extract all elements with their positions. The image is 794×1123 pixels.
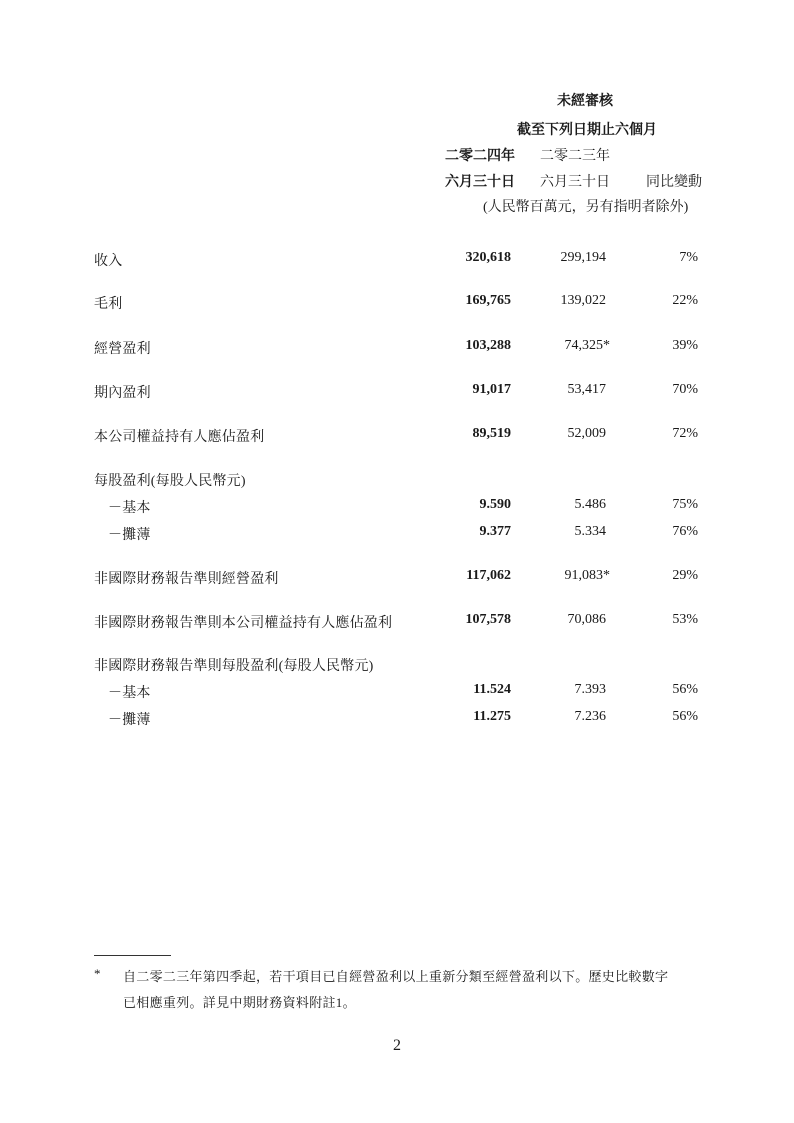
value-2024: 103,288 (465, 338, 511, 353)
value-change: 72% (672, 426, 698, 441)
row-label: 經營盈利 (94, 342, 151, 357)
footnote-line-1: 自二零二三年第四季起，若干項目已自經營盈利以上重新分類至經營盈利以下。歷史比較數字 (123, 969, 669, 984)
value-2024: 11.524 (473, 682, 511, 697)
value-2024: 107,578 (465, 612, 511, 627)
value-2024: 9.377 (479, 524, 511, 539)
value-change: 70% (672, 382, 698, 397)
unit-note: (人民幣百萬元，另有指明者除外) (483, 200, 689, 215)
value-change: 39% (672, 338, 698, 353)
row-label: 本公司權益持有人應佔盈利 (94, 430, 265, 445)
row-label: －基本 (108, 501, 151, 516)
value-2024: 320,618 (465, 250, 511, 265)
row-label: －基本 (108, 686, 151, 701)
value-change: 22% (672, 293, 698, 308)
value-2024: 91,017 (472, 382, 511, 397)
value-change: 75% (672, 497, 698, 512)
footnote-line-2: 已相應重列。詳見中期財務資料附註1。 (123, 995, 356, 1010)
row-label: 毛利 (94, 297, 123, 312)
value-2023: 53,417 (567, 382, 606, 397)
col-2023-year: 二零二三年 (540, 149, 610, 164)
value-2023: 7.393 (574, 682, 606, 697)
value-2024: 89,519 (472, 426, 511, 441)
col-2024-year: 二零二四年 (445, 149, 515, 164)
value-2023: 91,083* (564, 568, 610, 583)
value-2023: 7.236 (574, 709, 606, 724)
value-change: 76% (672, 524, 698, 539)
col-2024-date: 六月三十日 (445, 175, 515, 190)
page-number: 2 (393, 1037, 401, 1054)
value-2024: 117,062 (466, 568, 511, 583)
value-2023: 5.486 (574, 497, 606, 512)
value-change: 56% (672, 709, 698, 724)
value-2023: 5.334 (574, 524, 606, 539)
value-2024: 11.275 (473, 709, 511, 724)
row-label: 期內盈利 (94, 386, 151, 401)
value-2023: 70,086 (567, 612, 606, 627)
row-label: －攤薄 (108, 528, 151, 543)
value-2023: 74,325* (564, 338, 610, 353)
col-change: 同比變動 (646, 175, 702, 190)
row-label: 非國際財務報告準則本公司權益持有人應佔盈利 (94, 616, 393, 631)
value-change: 29% (672, 568, 698, 583)
value-change: 56% (672, 682, 698, 697)
row-label: 非國際財務報告準則每股盈利(每股人民幣元) (94, 659, 374, 674)
value-2024: 169,765 (465, 293, 511, 308)
row-label: －攤薄 (108, 713, 151, 728)
audit-status-heading: 未經審核 (557, 94, 613, 109)
value-2023: 139,022 (560, 293, 606, 308)
footnote-marker: * (94, 966, 101, 981)
value-change: 7% (679, 250, 698, 265)
row-label: 收入 (94, 254, 123, 269)
row-label: 每股盈利(每股人民幣元) (94, 474, 246, 489)
footnote-divider (94, 955, 171, 956)
row-label: 非國際財務報告準則經營盈利 (94, 572, 279, 587)
value-2023: 52,009 (567, 426, 606, 441)
value-2023: 299,194 (560, 250, 606, 265)
col-2023-date: 六月三十日 (540, 175, 610, 190)
period-heading: 截至下列日期止六個月 (517, 123, 657, 138)
value-2024: 9.590 (479, 497, 511, 512)
value-change: 53% (672, 612, 698, 627)
